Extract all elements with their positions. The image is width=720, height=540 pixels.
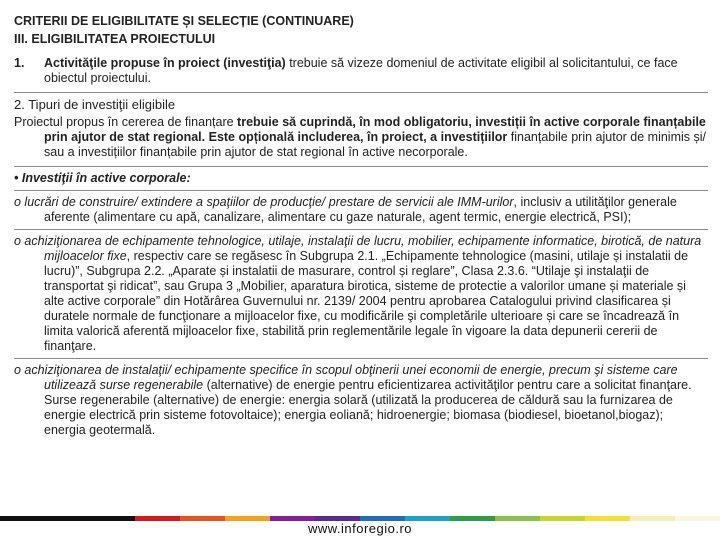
item-1-lead: Activităţile propuse în proiect (investiţia): [44, 56, 286, 70]
divider: [14, 229, 708, 230]
page-title: CRITERII DE ELIGIBILITATE ȘI SELECȚIE (CONTINUARE): [14, 14, 354, 28]
section-2-paragraph: [14, 115, 708, 160]
bullet-energie: [14, 363, 708, 438]
section-title: III. ELIGIBILITATEA PROIECTULUI: [14, 32, 216, 46]
item-1-text: trebuie să vizeze domeniul de activitate eligibil al solicitantului, ce face obiectul proiectului.: [44, 56, 678, 85]
footer-url[interactable]: www.inforegio.ro: [307, 521, 413, 536]
bullet-1-text: , inclusiv a utilităţilor generale aferente (alimentare cu apă, canalizare, alimentare cu gaze naturale, agent termic, energie electrică, PSI);: [44, 195, 677, 224]
section-2-text-a: Proiectul propus în cererea de finanțare: [14, 115, 238, 129]
section-2-text-b: trebuie să cuprindă, în mod obligatoriu, investiții în active corporale finanțabile prin ajutor de stat regional. Este opțională includerea, în proiect, a investițiilor: [44, 115, 706, 144]
bullet-1-italic: o lucrări de construire/ extindere a spaţiilor de producţie/ prestare de servicii ale IMM-urilor: [14, 195, 514, 209]
item-1-number: 1.: [14, 56, 25, 70]
section-3-heading: • Investiţii în active corporale:: [14, 171, 191, 185]
bullet-constructii: [14, 195, 708, 225]
section-2-text-c: finanțabile prin ajutor de minimis și/ sau a investițiilor finanțabile prin ajutor de stat regional în active necorporale.: [44, 130, 706, 159]
item-1: [14, 56, 708, 86]
divider: [14, 92, 708, 93]
bullet-3-text: (alternative) de energie pentru eficientizarea activităţilor pentru care a solicitat finanţare. Surse regenerabile (alternative) de energie: energia solară (utilizată la producerea de căldură sau la furnizarea de energie electrică prin sisteme fotovoltaice); energia eoliană; hidroenergie; biomasa (biodiesel, bioetanol,biogaz); energia geotermală.: [44, 378, 692, 437]
section-2-heading: 2. Tipuri de investiţii eligibile: [14, 97, 176, 112]
bullet-3-italic: o achiziţionarea de instalaţii/ echipamente specifice în scopul obţinerii unei economii de energie, precum şi sisteme care utilizează surse regenerabile: [14, 363, 678, 392]
bullet-2-text: , respectiv care se regăsesc în Subgrupa 2.1. „Echipamente tehnologice (masini, utilaje și instalatii de lucru)”, Subgrupa 2.2. „Aparate și instalatii de masurare, control și reglare”, Clasa 2.3.6. “Utilaje şi instalaţii de transportat şi ridicat”, sau Grupa 3 „Mobilier, aparatura birotica, sisteme de protectie a valorilor umane și materiale și alte active corporale” din Hotărârea Guvernului nr. 2139/ 2004 pentru aprobarea Catalogului privind clasificarea și duratele normale de funcţionare a mijloacelor fixe, cu modificările şi completările ulterioare și care se încadrează în limita valorică aferentă mijloacelor fixe, stabilită prin reglementările legale în vigoare la data depunerii cererii de finanţare.: [44, 249, 689, 353]
divider: [14, 358, 708, 359]
divider: [14, 166, 708, 167]
bullet-2-italic: o achiziţionarea de echipamente tehnologice, utilaje, instalaţii de lucru, mobilier, echipamente informatice, birotică, de natura mijloacelor fixe: [14, 234, 702, 263]
slide-content: [14, 12, 708, 438]
divider: [14, 190, 708, 191]
bullet-echipamente: [14, 234, 708, 354]
